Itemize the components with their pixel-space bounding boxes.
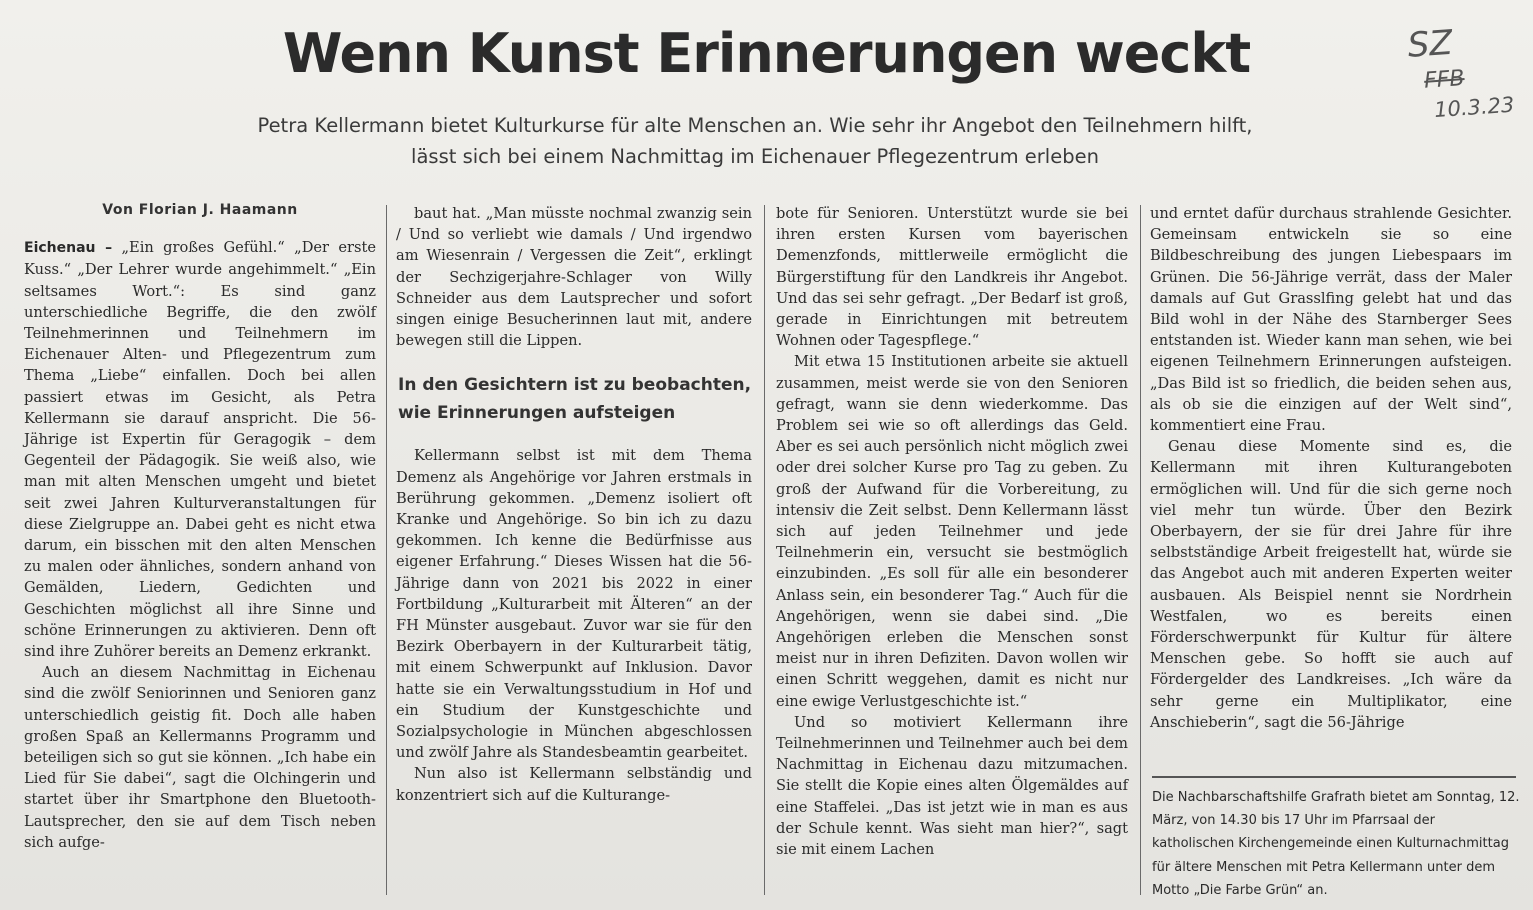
paragraph: Nun also ist Kellermann selbständig und konzentriert sich auf die Kulturange-	[396, 765, 752, 804]
handwritten-date: 10.3.23	[1433, 92, 1516, 123]
column-divider	[386, 205, 387, 895]
byline: Von Florian J. Haamann	[102, 202, 298, 218]
column-divider	[764, 205, 765, 895]
paragraph: Auch an diesem Nachmittag in Eichenau sind die zwölf Seniorinnen und Senioren ganz unterschiedlich geistig fit. Doch alle haben großen Spaß an Kellermanns Programm und beteiligen sich so gut sie können. „Ich habe ein Lied für Sie dabei“, sagt die Olchingerin und startet über ihr Smartphone den Bluetooth-Lautsprecher, den sie auf dem Tisch neben sich aufge-	[24, 664, 376, 851]
dateline: Eichenau –	[24, 240, 113, 257]
paragraph: Genau diese Momente sind es, die Kellermann mit ihren Kulturangeboten ermöglichen will. Und für die sich gerne noch viel mehr tun würde. Über den Bezirk Oberbayern, der sie für drei Jahre für ihre selbstständige Arbeit freigestellt hat, würde sie das Angebot auch mit anderen Experten weiter ausbauen. Als Beispiel nennt sie Nordrhein Westfalen, wo es bereits einen Förderschwerpunkt für Kultur für ältere Menschen gebe. So hofft sie auch auf Fördergelder des Landkreises. „Ich wäre da sehr gerne ein Multiplikator, eine Anschieberin“, sagt die 56-Jährige	[1150, 438, 1512, 731]
handwritten-publication: SZ	[1406, 22, 1454, 66]
article-column-3	[776, 203, 1128, 860]
event-infobox: Die Nachbarschaftshilfe Grafrath bietet am Sonntag, 12. März, von 14.30 bis 17 Uhr im Pfarrsaal der katholischen Kirchengemeinde einen Kulturnachmittag für ältere Menschen mit Petra Kellermann unter dem Motto „Die Farbe Grün“ an.	[1152, 790, 1520, 898]
paragraph: und erntet dafür durchaus strahlende Gesichter. Gemeinsam entwickeln sie so eine Bildbeschreibung des jungen Liebespaars im Grünen. Die 56-Jährige verrät, dass der Maler damals auf Gut Grasslfing gelebt hat und das Bild wohl in der Nähe des Starnberger Sees entstanden ist. Wieder kann man sehen, wie bei eigenen Teilnehmern Erinnerungen aufsteigen. „Das Bild ist so friedlich, die beiden sehen aus, als ob sie die einzigen auf der Welt sind“, kommentiert eine Frau.	[1150, 205, 1512, 435]
subhead-line-2: lässt sich bei einem Nachmittag im Eichenauer Pflegezentrum erleben	[411, 145, 1099, 168]
paragraph: Und so motiviert Kellermann ihre Teilnehmerinnen und Teilnehmer auch bei dem Nachmittag in Eichenau dazu mitzumachen. Sie stellt die Kopie eines alten Ölgemäldes auf eine Staffelei. „Das ist jetzt wie in man es aus der Schule kennt. Was sieht man hier?“, sagt sie mit einem Lachen	[776, 713, 1128, 859]
paragraph	[24, 237, 376, 662]
paragraph: baut hat. „Man müsste nochmal zwanzig sein / Und so verliebt wie damals / Und irgendwo am Wiesenrain / Vergessen die Zeit“, erklingt der Sechzigerjahre-Schlager von Willy Schneider aus dem Lautsprecher und sofort singen einige Besucherinnen laut mit, andere bewegen still die Lippen.	[396, 205, 752, 350]
paragraph-text: „Ein großes Gefühl.“ „Der erste Kuss.“ „Der Lehrer wurde angehimmelt.“ „Ein seltsames Wort.“: Es sind ganz unterschiedliche Begriffe, die den zwölf Teilnehmerinnen und Teilnehmern im Eichenauer Alten- und Pflegezentrum zum Thema „Liebe“ einfallen. Doch bei allen passiert etwas im Gesicht, als Petra Kellermann sie darauf anspricht. Die 56-Jährige ist Expertin für Geragogik – dem Gegenteil der Pädagogik. Sie weiß also, wie man mit alten Menschen umgeht und bietet seit zwei Jahren Kulturveranstaltungen für diese Zielgruppe an. Dabei geht es nicht etwa darum, ein bisschen mit den alten Menschen zu malen oder ähnliches, sondern anhand von Gemälden, Liedern, Gedichten und Geschichten möglichst all ihre Sinne und schöne Erinnerungen zu aktivieren. Denn oft sind ihre Zuhörer bereits an Demenz erkrankt.	[24, 239, 376, 661]
section-subheading: In den Gesichtern ist zu beobachten, wie Erinnerungen aufsteigen	[398, 375, 752, 424]
subhead-line-1: Petra Kellermann bietet Kulturkurse für alte Menschen an. Wie sehr ihr Angebot den Teilnehmern hilft,	[257, 114, 1253, 137]
infobox-rule	[1152, 776, 1516, 778]
handwritten-source-note	[1398, 18, 1530, 136]
paragraph: Kellermann selbst ist mit dem Thema Demenz als Angehörige vor Jahren erstmals in Berührung gekommen. „Demenz isoliert oft Kranke und Angehörige. So bin ich zu dazu gekommen. Ich kenne die Bedürfnisse aus eigener Erfahrung.“ Dieses Wissen hat die 56-Jährige dann von 2021 bis 2022 in einer Fortbildung „Kulturarbeit mit Älteren“ an der FH Münster ausgebaut. Zuvor war sie für den Bezirk Oberbayern in der Kulturarbeit tätig, mit einem Schwerpunkt auf Inklusion. Davor hatte sie ein Verwaltungsstudium in Hof und ein Studium der Kunstgeschichte und Sozialpsychologie in München abgeschlossen und zwölf Jahre als Standesbeamtin gearbeitet.	[396, 447, 752, 762]
article-column-1	[24, 200, 376, 853]
article-headline: Wenn Kunst Erinnerungen weckt	[282, 22, 1251, 85]
paragraph: bote für Senioren. Unterstützt wurde sie bei ihren ersten Kursen vom bayerischen Demenzfonds, mittlerweile ermöglicht die Bürgerstiftung für den Landkreis ihr Angebot. Und das sei sehr gefragt. „Der Bedarf ist groß, gerade in Einrichtungen mit betreutem Wohnen oder Tagespflege.“	[776, 205, 1128, 350]
article-column-2	[396, 203, 752, 806]
paragraph: Mit etwa 15 Institutionen arbeite sie aktuell zusammen, meist werde sie von den Senioren gefragt, wann sie denn wiederkomme. Das Problem sei wie so oft allerdings das Geld. Aber es sei auch persönlich nicht möglich zwei oder drei solcher Kurse pro Tag zu geben. Zu groß der Aufwand für die Vorbereitung, zu intensiv die Zeit selbst. Denn Kellermann lässt sich auf jeden Teilnehmer und jede Teilnehmerin ein, versucht sie bestmöglich einzubinden. „Es soll für alle ein besonderer Anlass sein, ein besonderer Tag.“ Auch für die Angehörigen, wenn sie dabei sind. „Die Angehörigen erleben die Menschen sonst meist nur in ihren Defiziten. Davon wollen wir einen Schritt weggehen, damit es nicht nur eine ewige Verlustgeschichte ist.“	[776, 353, 1128, 710]
article-column-4	[1150, 203, 1512, 733]
column-divider	[1140, 205, 1141, 895]
handwritten-edition: FFB	[1423, 66, 1466, 94]
article-subheadline	[150, 110, 1360, 172]
